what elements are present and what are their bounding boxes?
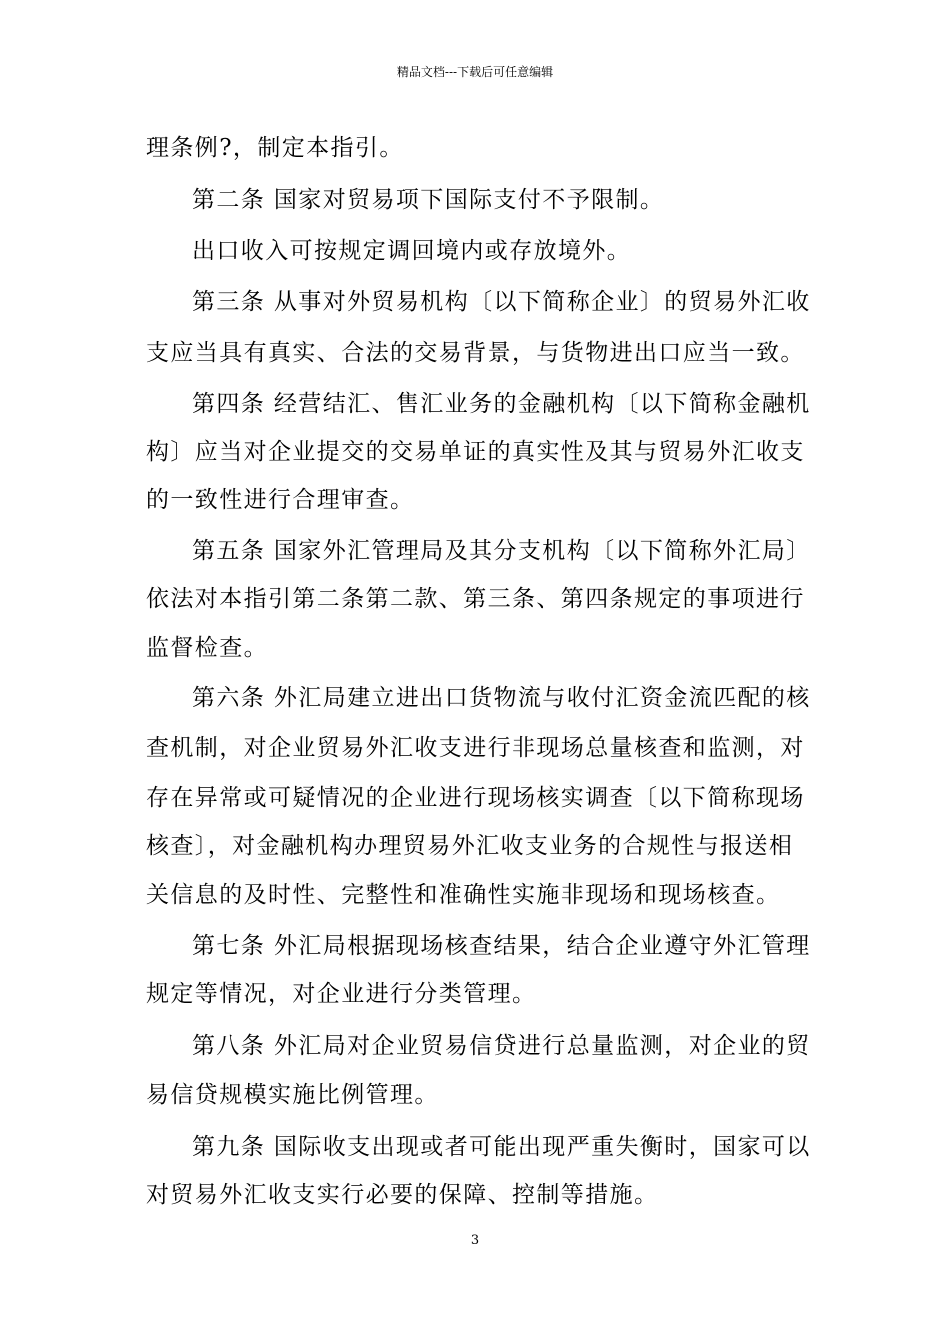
text-line: 存在异常或可疑情况的企业进行现场核实调查〔以下简称现场 bbox=[146, 785, 805, 811]
page-number: 3 bbox=[470, 1233, 480, 1248]
text-line: 第九条 国际收支出现或者可能出现严重失衡时，国家可以 bbox=[192, 1134, 811, 1160]
text-line: 对贸易外汇收支实行必要的保障、控制等措施。 bbox=[146, 1182, 659, 1208]
text-line: 第四条 经营结汇、售汇业务的金融机构〔以下简称金融机 bbox=[192, 391, 811, 417]
text-line: 第八条 外汇局对企业贸易信贷进行总量监测，对企业的贸 bbox=[192, 1033, 811, 1059]
text-line: 核查〕，对金融机构办理贸易外汇收支业务的合规性与报送相 bbox=[146, 833, 794, 859]
text-line: 第五条 国家外汇管理局及其分支机构〔以下简称外汇局〕 bbox=[192, 538, 811, 564]
text-line: 第六条 外汇局建立进出口货物流与收付汇资金流匹配的核 bbox=[192, 685, 811, 711]
text-line: 第二条 国家对贸易项下国际支付不予限制。 bbox=[192, 187, 665, 213]
text-line: 查机制，对企业贸易外汇收支进行非现场总量核查和监测，对 bbox=[146, 735, 805, 761]
text-line: 第三条 从事对外贸易机构〔以下简称企业〕的贸易外汇收 bbox=[192, 289, 811, 315]
text-line: 的一致性进行合理审查。 bbox=[146, 487, 415, 513]
page-header: 精品文档---下载后可任意编辑 bbox=[396, 65, 554, 79]
text-line: 监督检查。 bbox=[146, 635, 268, 661]
text-line: 理条例?，制定本指引。 bbox=[146, 135, 404, 161]
text-line: 出口收入可按规定调回境内或存放境外。 bbox=[192, 238, 632, 264]
text-line: 依法对本指引第二条第二款、第三条、第四条规定的事项进行 bbox=[146, 586, 805, 612]
text-line: 易信贷规模实施比例管理。 bbox=[146, 1082, 439, 1108]
text-line: 规定等情况，对企业进行分类管理。 bbox=[146, 981, 537, 1007]
text-line: 构〕应当对企业提交的交易单证的真实性及其与贸易外汇收支 bbox=[146, 439, 805, 465]
text-line: 支应当具有真实、合法的交易背景，与货物进出口应当一致。 bbox=[146, 340, 805, 366]
text-line: 第七条 外汇局根据现场核查结果，结合企业遵守外汇管理 bbox=[192, 933, 811, 959]
text-line: 关信息的及时性、完整性和准确性实施非现场和现场核查。 bbox=[146, 882, 781, 908]
